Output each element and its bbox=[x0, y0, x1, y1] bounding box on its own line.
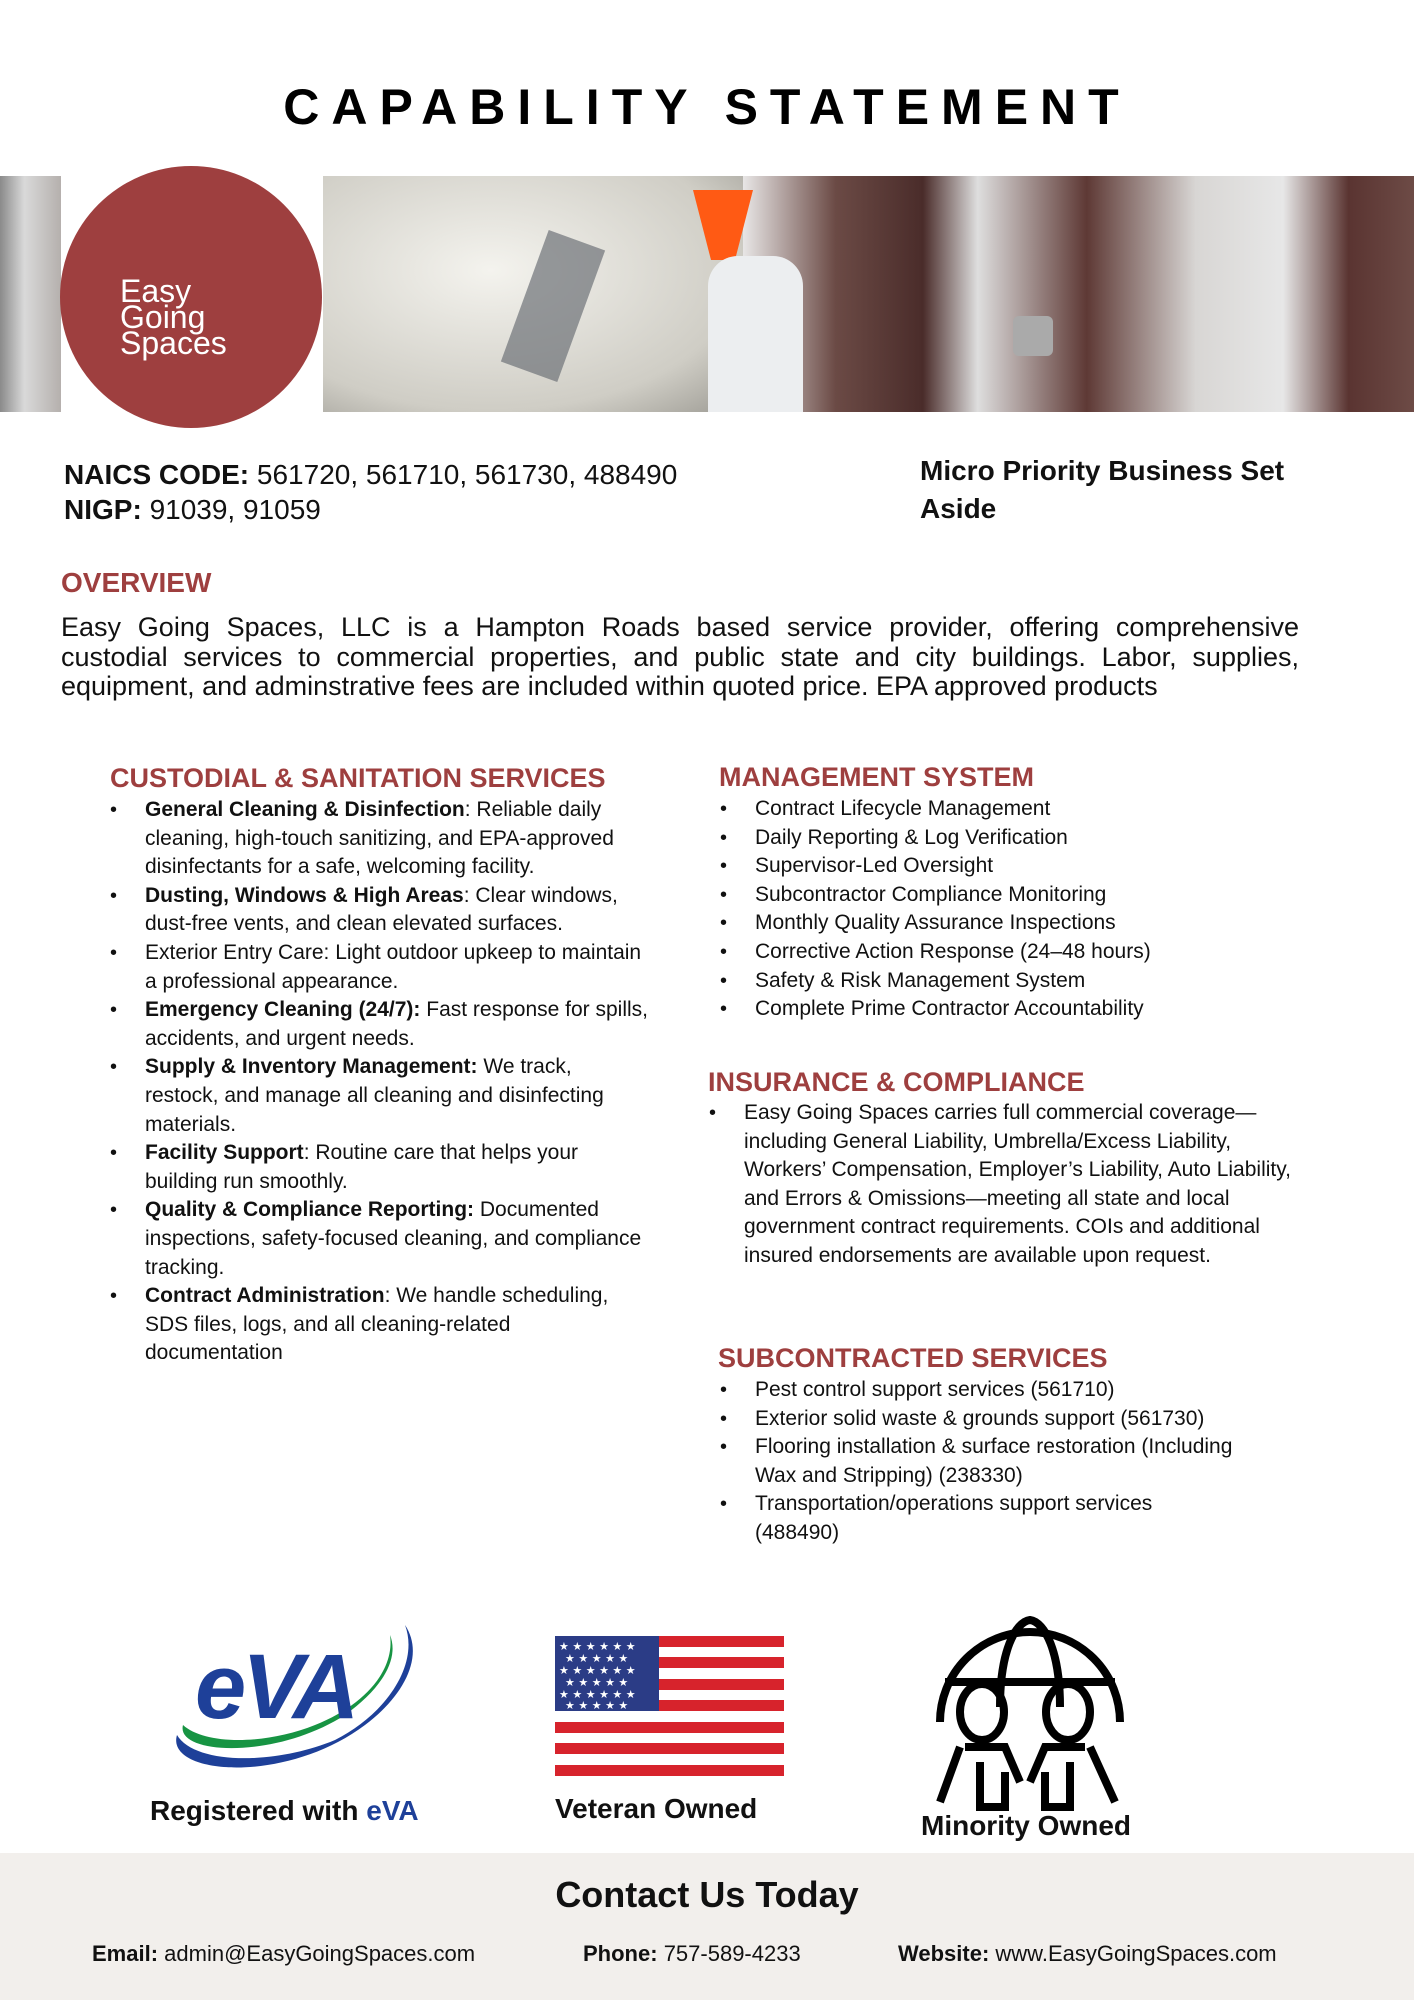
svg-text:★ ★ ★ ★ ★: ★ ★ ★ ★ ★ bbox=[565, 1699, 629, 1712]
custodial-item-title: Facility Support bbox=[145, 1141, 304, 1165]
email-label: Email: bbox=[92, 1941, 159, 1966]
people-globe-icon bbox=[930, 1612, 1130, 1812]
subcontracted-list bbox=[720, 1376, 1240, 1548]
logo-text bbox=[120, 273, 227, 361]
website-link[interactable]: www.EasyGoingSpaces.com bbox=[995, 1941, 1277, 1966]
subcontracted-heading: SUBCONTRACTED SERVICES bbox=[718, 1343, 1108, 1373]
custodial-heading: CUSTODIAL & SANITATION SERVICES bbox=[110, 763, 606, 793]
nigp-value: 91039, 91059 bbox=[149, 494, 321, 525]
eva-label bbox=[150, 1795, 419, 1827]
management-heading: MANAGEMENT SYSTEM bbox=[719, 762, 1035, 792]
custodial-item-text: Documented inspections, safety-focused cleaning, and compliance tracking. bbox=[145, 1198, 642, 1279]
custodial-item-title: Quality & Compliance Reporting: bbox=[145, 1198, 475, 1222]
contact-heading: Contact Us Today bbox=[555, 1874, 859, 1915]
contact-phone bbox=[583, 1941, 801, 1967]
phone-link[interactable]: 757-589-4233 bbox=[663, 1941, 801, 1966]
overview-text: Easy Going Spaces, LLC is a Hampton Roads based service provider, offering comprehensive custodial services to commercial properties, and public state and city buildings. Labor, supplies, equipment, and adminstrative fees are included within quoted price. EPA approved products bbox=[61, 612, 1299, 701]
management-item: • Complete Prime Contractor Accountability bbox=[720, 995, 1320, 1024]
custodial-item-text: : Routine care that helps your building run smoothly. bbox=[145, 1141, 579, 1193]
management-list bbox=[720, 795, 1320, 1024]
management-item: • Monthly Quality Assurance Inspections bbox=[720, 909, 1320, 938]
minority-label: Minority Owned bbox=[921, 1810, 1131, 1841]
hero-image bbox=[323, 176, 1414, 412]
nigp-code bbox=[64, 494, 321, 526]
svg-text:★ ★ ★ ★ ★: ★ ★ ★ ★ ★ bbox=[565, 1652, 629, 1665]
website-label: Website: bbox=[898, 1941, 990, 1966]
management-item: • Daily Reporting & Log Verification bbox=[720, 824, 1320, 853]
email-link[interactable]: admin@EasyGoingSpaces.com bbox=[164, 1941, 476, 1966]
nigp-label: NIGP: bbox=[64, 494, 142, 525]
svg-text:★ ★ ★ ★ ★ ★: ★ ★ ★ ★ ★ ★ bbox=[559, 1640, 636, 1653]
custodial-item bbox=[110, 882, 650, 939]
management-item: • Contract Lifecycle Management bbox=[720, 795, 1320, 824]
management-item: • Supervisor-Led Oversight bbox=[720, 852, 1320, 881]
hero-image-left bbox=[0, 176, 61, 412]
phone-label: Phone: bbox=[583, 1941, 658, 1966]
custodial-item bbox=[110, 1139, 650, 1196]
custodial-item-text: Fast response for spills, accidents, and urgent needs. bbox=[145, 998, 649, 1050]
insurance-item: • Easy Going Spaces carries full commercial coverage—including General Liability, Umbrella/Excess Liability, Workers’ Compensation, Employer’s Liability, Auto Liability, and Errors & Omissions—meeting all state and local government contract requirements. COIs and additional insured endorsements are available upon request. bbox=[709, 1099, 1311, 1271]
eva-logo-text: eVA bbox=[195, 1636, 356, 1738]
custodial-item bbox=[110, 1196, 650, 1282]
page-title: CAPABILITY STATEMENT bbox=[283, 79, 1131, 135]
logo-word: Going bbox=[120, 299, 206, 335]
management-item: • Subcontractor Compliance Monitoring bbox=[720, 881, 1320, 910]
custodial-item-text: Exterior Entry Care: Light outdoor upkeep to maintain a professional appearance. bbox=[145, 940, 642, 993]
custodial-item bbox=[110, 939, 650, 996]
custodial-item bbox=[110, 796, 650, 882]
custodial-item-title: General Cleaning & Disinfection bbox=[145, 798, 465, 821]
naics-label: NAICS CODE: bbox=[64, 459, 250, 490]
subcontracted-item: • Transportation/operations support services (488490) bbox=[720, 1490, 1240, 1547]
custodial-item-text: : We handle scheduling, SDS files, logs, and all cleaning-related documentation bbox=[145, 1284, 609, 1365]
veteran-label: Veteran Owned bbox=[555, 1793, 758, 1824]
custodial-item-title: Contract Administration bbox=[145, 1284, 385, 1308]
insurance-list bbox=[709, 1099, 1311, 1271]
contact-email bbox=[92, 1941, 475, 1967]
custodial-item bbox=[110, 996, 650, 1053]
svg-text:★ ★ ★ ★ ★ ★: ★ ★ ★ ★ ★ ★ bbox=[559, 1688, 636, 1701]
overview-heading: OVERVIEW bbox=[61, 567, 212, 598]
insurance-heading: INSURANCE & COMPLIANCE bbox=[708, 1067, 1085, 1097]
naics-value: 561720, 561710, 561730, 488490 bbox=[256, 459, 678, 490]
custodial-list bbox=[110, 796, 650, 1368]
subcontracted-item: • Flooring installation & surface restoration (Including Wax and Stripping) (238330) bbox=[720, 1433, 1240, 1490]
svg-text:★ ★ ★ ★ ★ ★: ★ ★ ★ ★ ★ ★ bbox=[559, 1664, 636, 1677]
custodial-item bbox=[110, 1053, 650, 1139]
custodial-item-title: Emergency Cleaning (24/7): bbox=[145, 998, 421, 1022]
contact-website bbox=[898, 1941, 1277, 1967]
subcontracted-item: • Exterior solid waste & grounds support (561730) bbox=[720, 1405, 1240, 1434]
custodial-item bbox=[110, 1282, 650, 1368]
eva-label-brand: eVA bbox=[366, 1795, 419, 1826]
management-item: • Safety & Risk Management System bbox=[720, 967, 1320, 996]
custodial-item-text: : Reliable daily cleaning, high-touch sanitizing, and EPA-approved disinfectants for a safe, welcoming facility. bbox=[145, 798, 614, 879]
naics-code bbox=[64, 459, 677, 491]
custodial-item-title: Supply & Inventory Management: bbox=[145, 1055, 478, 1079]
eva-label-text: Registered with bbox=[150, 1795, 367, 1826]
subcontracted-item: • Pest control support services (561710) bbox=[720, 1376, 1240, 1405]
us-flag-icon bbox=[555, 1636, 784, 1776]
logo-word: Spaces bbox=[120, 325, 227, 361]
set-aside: Micro Priority Business Set Aside bbox=[920, 455, 1285, 524]
management-item: • Corrective Action Response (24–48 hours) bbox=[720, 938, 1320, 967]
custodial-item-title: Dusting, Windows & High Areas bbox=[145, 883, 464, 907]
svg-text:★ ★ ★ ★ ★: ★ ★ ★ ★ ★ bbox=[565, 1676, 629, 1689]
logo-word: Easy bbox=[120, 273, 192, 309]
custodial-item-text: : Clear windows, dust-free vents, and clean elevated surfaces. bbox=[145, 883, 618, 936]
custodial-item-text: We track, restock, and manage all cleaning and disinfecting materials. bbox=[145, 1055, 604, 1136]
eva-logo bbox=[165, 1615, 425, 1775]
